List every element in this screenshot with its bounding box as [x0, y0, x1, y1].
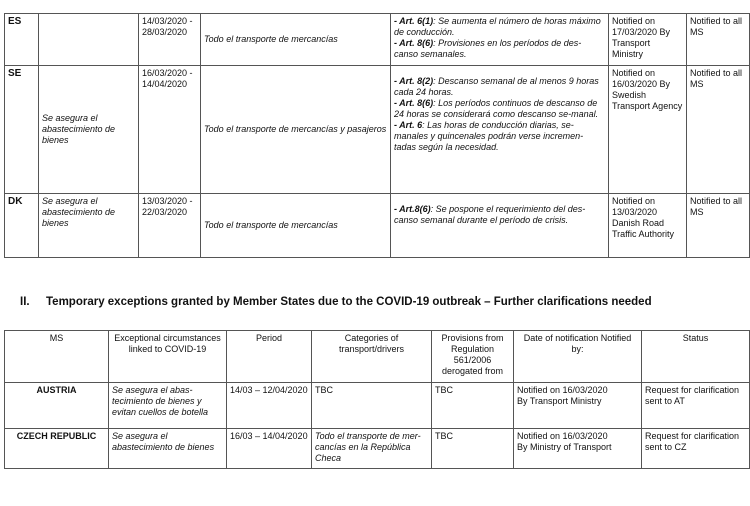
categories-cell: Todo el transporte de mer-cancías en la República Checa: [312, 429, 432, 469]
column-header: Period: [227, 331, 312, 383]
section-title: Temporary exceptions granted by Member States due to the COVID-19 outbreak – Further clarifications needed: [46, 296, 652, 308]
provisions-cell: - Art. 8(2): Descanso semanal de al menos 9 horas cada 24 horas. - Art. 8(6): Los períodos continuos de descanso de 24 horas se considerará como descanso se-manal. - Art. 6: Las horas de conducción diarias, se-manales y quincenales podrán verse incremen-tadas según la necesidad.: [391, 66, 609, 194]
date-cell: Notified on 17/03/2020 By Transport Ministry: [609, 14, 687, 66]
table-row: [5, 66, 750, 194]
column-header: Status: [642, 331, 750, 383]
date-cell: Notified on 16/03/2020 By Transport Ministry: [514, 383, 642, 429]
column-header: Date of notification Notified by:: [514, 331, 642, 383]
status-cell: Notified to all MS: [687, 66, 750, 194]
period-cell: 16/03/2020 - 14/04/2020: [139, 66, 201, 194]
ms-cell: AUSTRIA: [5, 383, 109, 429]
status-cell: Notified to all MS: [687, 194, 750, 258]
status-cell: Request for clarification sent to AT: [642, 383, 750, 429]
exceptions-table-notified: [4, 13, 750, 258]
column-header: Exceptional circumstances linked to COVID-19: [109, 331, 227, 383]
status-cell: Request for clarification sent to CZ: [642, 429, 750, 469]
section-number: II.: [20, 296, 30, 308]
ms-cell: DK: [5, 194, 39, 258]
status-cell: Notified to all MS: [687, 14, 750, 66]
column-header: MS: [5, 331, 109, 383]
section-heading: [20, 296, 652, 308]
provisions-cell: - Art.8(6): Se pospone el requerimiento del des-canso semanal durante el período de crisis.: [391, 194, 609, 258]
table-row: [5, 429, 750, 469]
circumstances-cell: Se asegura el abas-tecimiento de bienes y evitan cuellos de botella: [109, 383, 227, 429]
table-row: [5, 194, 750, 258]
exceptions-table-clarification: [4, 330, 750, 469]
categories-cell: Todo el transporte de mercancías y pasajeros: [201, 66, 391, 194]
date-cell: Notified on 16/03/2020 By Swedish Transport Agency: [609, 66, 687, 194]
column-header: Provisions from Regulation 561/2006 derogated from: [432, 331, 514, 383]
categories-cell: TBC: [312, 383, 432, 429]
table-header-row: [5, 331, 750, 383]
table-row: [5, 383, 750, 429]
categories-cell: Todo el transporte de mercancías: [201, 14, 391, 66]
column-header: Categories of transport/drivers: [312, 331, 432, 383]
period-cell: 14/03 – 12/04/2020: [227, 383, 312, 429]
circumstances-cell: Se asegura el abastecimiento de bienes: [39, 194, 139, 258]
provisions-cell: - Art. 6(1): Se aumenta el número de horas máximo de conducción. - Art. 8(6): Provisiones en los períodos de des-canso semanales.: [391, 14, 609, 66]
provisions-cell: TBC: [432, 429, 514, 469]
date-cell: Notified on 13/03/2020 Danish Road Traffic Authority: [609, 194, 687, 258]
period-cell: 14/03/2020 - 28/03/2020: [139, 14, 201, 66]
period-cell: 13/03/2020 - 22/03/2020: [139, 194, 201, 258]
circumstances-cell: Se asegura el abastecimiento de bienes: [109, 429, 227, 469]
circumstances-cell: [39, 14, 139, 66]
categories-cell: Todo el transporte de mercancías: [201, 194, 391, 258]
period-cell: 16/03 – 14/04/2020: [227, 429, 312, 469]
table-row: [5, 14, 750, 66]
ms-cell: CZECH REPUBLIC: [5, 429, 109, 469]
ms-cell: ES: [5, 14, 39, 66]
date-cell: Notified on 16/03/2020 By Ministry of Transport: [514, 429, 642, 469]
circumstances-cell: Se asegura el abastecimiento de bienes: [39, 66, 139, 194]
ms-cell: SE: [5, 66, 39, 194]
provisions-cell: TBC: [432, 383, 514, 429]
